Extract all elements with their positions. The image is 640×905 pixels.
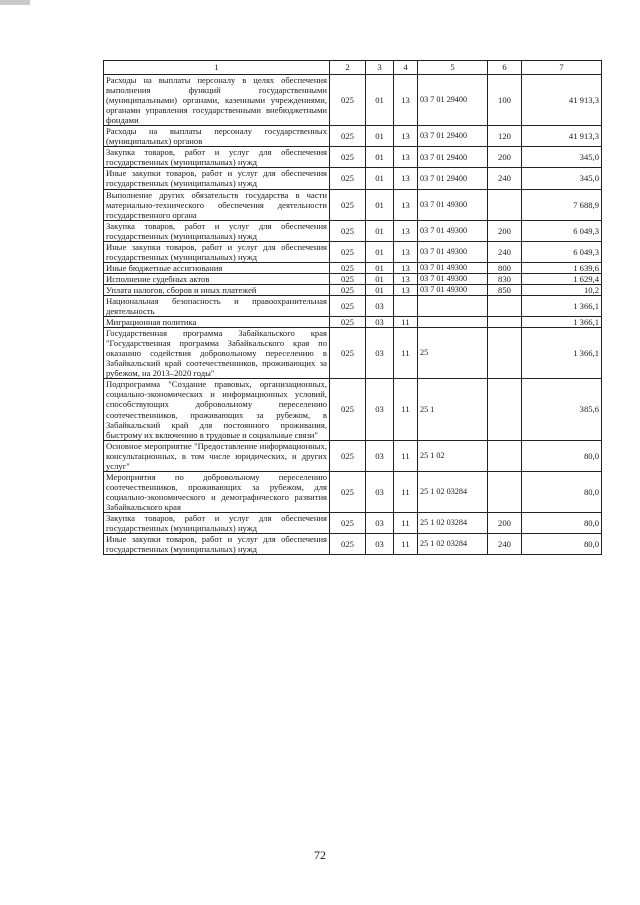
cell-name: Уплата налогов, сборов и иных платежей (104, 284, 330, 295)
cell-target-article: 25 1 02 03284 (418, 512, 488, 533)
cell-section: 03 (366, 471, 394, 512)
table-header-row (104, 61, 602, 75)
cell-target-article: 03 7 01 49300 (418, 189, 488, 220)
cell-target-article: 03 7 01 49300 (418, 241, 488, 262)
column-header: 3 (366, 61, 394, 75)
cell-amount: 80,0 (522, 512, 602, 533)
cell-amount: 6 049,3 (522, 241, 602, 262)
cell-admin-code: 025 (330, 284, 366, 295)
cell-expense-type: 240 (488, 241, 522, 262)
table-row (104, 512, 602, 533)
cell-target-article: 03 7 01 29400 (418, 126, 488, 147)
cell-subsection: 13 (394, 273, 418, 284)
cell-expense-type: 850 (488, 284, 522, 295)
cell-subsection: 13 (394, 241, 418, 262)
table-row (104, 75, 602, 126)
cell-name: Расходы на выплаты персоналу в целях обеспечения выполнения функций государственными (муниципальными) органами, казенными учреждениями, органами управления государственными внебюджетными фондами (104, 75, 330, 126)
cell-amount: 6 049,3 (522, 220, 602, 241)
cell-subsection: 11 (394, 317, 418, 328)
cell-section: 01 (366, 189, 394, 220)
cell-amount: 345,0 (522, 168, 602, 189)
cell-subsection: 11 (394, 440, 418, 471)
cell-subsection: 13 (394, 189, 418, 220)
cell-name: Расходы на выплаты персоналу государственных (муниципальных) органов (104, 126, 330, 147)
table-row (104, 241, 602, 262)
cell-section: 03 (366, 317, 394, 328)
table-row (104, 440, 602, 471)
cell-admin-code: 025 (330, 379, 366, 440)
cell-section: 03 (366, 295, 394, 316)
cell-target-article (418, 295, 488, 316)
cell-name: Мероприятия по добровольному переселению соотечественников, проживающих за рубежом, для социально-экономического и демографического развития Забайкальского края (104, 471, 330, 512)
cell-subsection: 11 (394, 379, 418, 440)
cell-target-article: 03 7 01 49300 (418, 220, 488, 241)
cell-section: 03 (366, 379, 394, 440)
cell-target-article: 25 (418, 328, 488, 379)
column-header: 1 (104, 61, 330, 75)
cell-admin-code: 025 (330, 328, 366, 379)
cell-name: Иные закупки товаров, работ и услуг для обеспечения государственных (муниципальных) нужд (104, 168, 330, 189)
cell-name: Миграционная политика (104, 317, 330, 328)
cell-admin-code: 025 (330, 534, 366, 555)
cell-target-article: 03 7 01 29400 (418, 168, 488, 189)
column-header: 5 (418, 61, 488, 75)
cell-expense-type (488, 295, 522, 316)
table-row (104, 262, 602, 273)
cell-expense-type: 100 (488, 75, 522, 126)
cell-section: 01 (366, 284, 394, 295)
cell-subsection (394, 295, 418, 316)
cell-section: 01 (366, 75, 394, 126)
cell-section: 03 (366, 534, 394, 555)
table-body (104, 75, 602, 555)
cell-amount: 7 688,9 (522, 189, 602, 220)
cell-admin-code: 025 (330, 168, 366, 189)
cell-expense-type: 240 (488, 534, 522, 555)
cell-name: Закупка товаров, работ и услуг для обеспечения государственных (муниципальных) нужд (104, 220, 330, 241)
cell-section: 01 (366, 241, 394, 262)
cell-section: 01 (366, 126, 394, 147)
cell-subsection: 11 (394, 471, 418, 512)
cell-subsection: 13 (394, 220, 418, 241)
cell-admin-code: 025 (330, 220, 366, 241)
scan-corner-mark (0, 0, 30, 5)
cell-expense-type: 800 (488, 262, 522, 273)
table-row (104, 168, 602, 189)
cell-expense-type (488, 328, 522, 379)
cell-section: 01 (366, 220, 394, 241)
table-row (104, 189, 602, 220)
cell-amount: 1 629,4 (522, 273, 602, 284)
cell-admin-code: 025 (330, 262, 366, 273)
cell-section: 03 (366, 328, 394, 379)
cell-amount: 80,0 (522, 440, 602, 471)
cell-subsection: 13 (394, 75, 418, 126)
cell-amount: 385,6 (522, 379, 602, 440)
cell-admin-code: 025 (330, 241, 366, 262)
cell-expense-type (488, 440, 522, 471)
table-row (104, 379, 602, 440)
table-row (104, 284, 602, 295)
column-header: 4 (394, 61, 418, 75)
cell-subsection: 13 (394, 262, 418, 273)
cell-target-article: 03 7 01 29400 (418, 147, 488, 168)
cell-target-article: 25 1 02 (418, 440, 488, 471)
cell-expense-type (488, 471, 522, 512)
cell-section: 01 (366, 262, 394, 273)
cell-subsection: 11 (394, 512, 418, 533)
cell-amount: 80,0 (522, 471, 602, 512)
cell-admin-code: 025 (330, 471, 366, 512)
table-row (104, 220, 602, 241)
cell-expense-type: 120 (488, 126, 522, 147)
budget-table (103, 60, 602, 555)
cell-section: 01 (366, 273, 394, 284)
cell-admin-code: 025 (330, 440, 366, 471)
cell-amount: 1 366,1 (522, 328, 602, 379)
cell-subsection: 13 (394, 126, 418, 147)
cell-subsection: 11 (394, 328, 418, 379)
cell-section: 01 (366, 168, 394, 189)
cell-expense-type (488, 189, 522, 220)
table-row (104, 317, 602, 328)
cell-amount: 345,0 (522, 147, 602, 168)
cell-target-article: 03 7 01 49300 (418, 262, 488, 273)
cell-subsection: 13 (394, 168, 418, 189)
table-row (104, 273, 602, 284)
cell-name: Иные закупки товаров, работ и услуг для обеспечения государственных (муниципальных) нужд (104, 534, 330, 555)
cell-expense-type: 200 (488, 512, 522, 533)
table-row (104, 147, 602, 168)
cell-amount: 41 913,3 (522, 75, 602, 126)
cell-target-article: 03 7 01 29400 (418, 75, 488, 126)
cell-admin-code: 025 (330, 273, 366, 284)
cell-admin-code: 025 (330, 512, 366, 533)
cell-target-article: 25 1 02 03284 (418, 471, 488, 512)
cell-expense-type: 240 (488, 168, 522, 189)
cell-section: 03 (366, 512, 394, 533)
cell-target-article: 25 1 02 03284 (418, 534, 488, 555)
cell-name: Государственная программа Забайкальского края "Государственная программа Забайкальского края по оказанию содействия добровольному переселению в Забайкальский край соотечественников, проживающих за рубежом, на 2013–2020 годы" (104, 328, 330, 379)
cell-admin-code: 025 (330, 126, 366, 147)
cell-amount: 41 913,3 (522, 126, 602, 147)
cell-admin-code: 025 (330, 317, 366, 328)
cell-expense-type: 830 (488, 273, 522, 284)
table-row (104, 471, 602, 512)
table-row (104, 126, 602, 147)
cell-admin-code: 025 (330, 295, 366, 316)
cell-name: Основное мероприятие "Предоставление информационных, консультационных, в том числе юридических, и других услуг" (104, 440, 330, 471)
cell-name: Иные бюджетные ассигнования (104, 262, 330, 273)
cell-amount: 10,2 (522, 284, 602, 295)
page-number: 72 (314, 848, 326, 862)
cell-name: Исполнение судебных актов (104, 273, 330, 284)
column-header: 7 (522, 61, 602, 75)
cell-target-article: 25 1 (418, 379, 488, 440)
cell-amount: 1 366,1 (522, 317, 602, 328)
cell-section: 03 (366, 440, 394, 471)
cell-subsection: 13 (394, 147, 418, 168)
cell-expense-type (488, 317, 522, 328)
cell-target-article: 03 7 01 49300 (418, 284, 488, 295)
cell-name: Закупка товаров, работ и услуг для обеспечения государственных (муниципальных) нужд (104, 147, 330, 168)
cell-name: Подпрограмма "Создание правовых, организационных, социально-экономических и информационных условий, способствующих добровольному переселению соотечественников, проживающих за рубежом, в Забайкальский край для постоянного проживания, быстрому их включению в трудовые и социальные связи" (104, 379, 330, 440)
cell-admin-code: 025 (330, 75, 366, 126)
cell-name: Национальная безопасность и правоохранительная деятельность (104, 295, 330, 316)
cell-amount: 80,0 (522, 534, 602, 555)
cell-admin-code: 025 (330, 189, 366, 220)
cell-target-article: 03 7 01 49300 (418, 273, 488, 284)
table-row (104, 328, 602, 379)
table-row (104, 534, 602, 555)
cell-expense-type: 200 (488, 220, 522, 241)
cell-admin-code: 025 (330, 147, 366, 168)
cell-subsection: 11 (394, 534, 418, 555)
cell-target-article (418, 317, 488, 328)
cell-amount: 1 639,6 (522, 262, 602, 273)
cell-subsection: 13 (394, 284, 418, 295)
cell-expense-type (488, 379, 522, 440)
cell-expense-type: 200 (488, 147, 522, 168)
cell-name: Закупка товаров, работ и услуг для обеспечения государственных (муниципальных) нужд (104, 512, 330, 533)
cell-amount: 1 366,1 (522, 295, 602, 316)
cell-section: 01 (366, 147, 394, 168)
cell-name: Иные закупки товаров, работ и услуг для обеспечения государственных (муниципальных) нужд (104, 241, 330, 262)
column-header: 2 (330, 61, 366, 75)
table-row (104, 295, 602, 316)
cell-name: Выполнение других обязательств государства в части материально-технического обеспечения деятельности государственного органа (104, 189, 330, 220)
column-header: 6 (488, 61, 522, 75)
